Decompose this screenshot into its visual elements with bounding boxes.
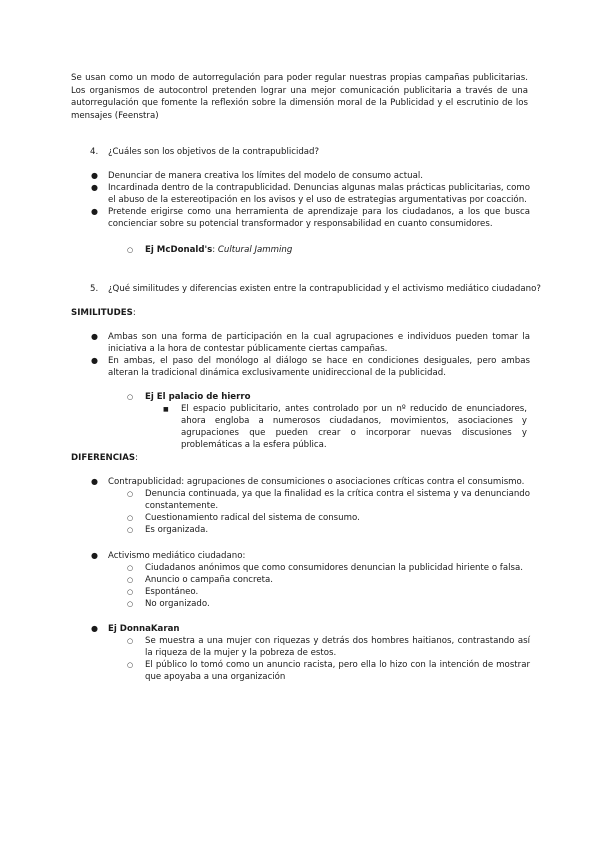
activismo-sublist	[127, 562, 530, 610]
contrapublicidad-sublist	[127, 488, 530, 536]
objectives-list	[90, 170, 530, 230]
circle-bullet-icon: ○	[127, 588, 134, 596]
donnakaran-sublist	[127, 635, 530, 683]
question-number: 5.	[90, 284, 99, 294]
similitudes-heading: SIMILITUDES:	[71, 308, 136, 318]
list-item: ● Incardinada dentro de la contrapublicidad. Denuncias algunas malas prácticas publicitarias, como el abuso de la estereotipación en los avisos y el uso de estrategias argumentativas por coacción.	[91, 183, 530, 205]
bullet-icon: ●	[91, 624, 98, 633]
bullet-icon: ●	[91, 183, 98, 192]
list-item: ○ Se muestra a una mujer con riquezas y detrás dos hombres haitianos, contrastando así la riqueza de la mujer y la pobreza de estos.	[127, 636, 530, 658]
list-item: ● En ambas, el paso del monólogo al diálogo se hace en condiciones desiguales, pero ambas alteran la tradicional dinámica exclusivamente unidireccional de la publicidad.	[91, 356, 530, 378]
bullet-icon: ●	[91, 551, 98, 560]
circle-bullet-icon: ○	[127, 637, 134, 645]
example-mcdonalds: ○ Ej McDonald's: Cultural Jamming	[127, 245, 293, 255]
bullet-icon: ●	[91, 332, 98, 341]
list-item: ○ No organizado.	[127, 599, 210, 609]
bullet-icon: ●	[91, 356, 98, 365]
list-item: ● Denunciar de manera creativa los límites del modelo de consumo actual.	[91, 171, 423, 181]
question-number: 4.	[90, 147, 99, 157]
list-item: ○ Cuestionamiento radical del sistema de consumo.	[127, 513, 360, 523]
intro-paragraph: Se usan como un modo de autorregulación para poder regular nuestras propias campañas publicitarias. Los organismos de autocontrol pretenden lograr una mejor comunicación publicitaria a través de una autorregulación que fomente la reflexión sobre la dimensión moral de la Publicidad y el escrutinio de los mensajes (Feenstra)	[71, 73, 528, 121]
list-item: ○ Ciudadanos anónimos que como consumidores denuncian la publicidad hiriente o falsa.	[127, 563, 523, 573]
list-item: ○ Espontáneo.	[127, 587, 199, 597]
circle-bullet-icon: ○	[127, 576, 134, 584]
bullet-icon: ●	[91, 207, 98, 216]
list-item: ○ Denuncia continuada, ya que la finalidad es la crítica contra el sistema y va denunciando constantemente.	[127, 489, 530, 511]
activismo-item: ● Activismo mediático ciudadano:	[91, 551, 246, 561]
question-text: ¿Cuáles son los objetivos de la contrapublicidad?	[108, 147, 320, 157]
example-palacio: ○ Ej El palacio de hierro	[127, 392, 251, 402]
list-item: ● Ambas son una forma de participación en la cual agrupaciones e individuos pueden tomar la iniciativa a la hora de contestar públicamente ciertas campañas.	[91, 332, 530, 354]
circle-bullet-icon: ○	[127, 246, 134, 254]
example-donnakaran: ● Ej DonnaKaran	[91, 624, 180, 634]
question-text: ¿Qué similitudes y diferencias existen entre la contrapublicidad y el activismo mediático ciudadano?	[108, 284, 541, 294]
diferencias-heading: DIFERENCIAS:	[71, 453, 139, 463]
list-item: ○ Es organizada.	[127, 525, 209, 535]
bullet-icon: ●	[91, 477, 98, 486]
list-item: ○ El público lo tomó como un anuncio racista, pero ella lo hizo con la intención de mostrar que apoyaba a una organización	[127, 660, 530, 682]
list-item: ○ Anuncio o campaña concreta.	[127, 575, 273, 585]
bullet-icon: ●	[91, 171, 98, 180]
circle-bullet-icon: ○	[127, 526, 134, 534]
square-bullet-icon: ■	[163, 406, 169, 413]
circle-bullet-icon: ○	[127, 661, 134, 669]
contrapublicidad-item: ● Contrapublicidad: agrupaciones de consumiciones o asociaciones críticas contra el consumismo.	[91, 477, 525, 487]
circle-bullet-icon: ○	[127, 393, 134, 401]
circle-bullet-icon: ○	[127, 600, 134, 608]
palacio-detail: ■ El espacio publicitario, antes controlado por un nº reducido de enunciadores, ahora engloba a numerosos ciudadanos, movimientos, asociaciones y agrupaciones que pueden crear o incorporar nuevas discusiones y problemáticas a la esfera pública.	[163, 404, 527, 450]
list-item: ● Pretende erigirse como una herramienta de aprendizaje para los ciudadanos, a los que busca concienciar sobre su potencial transformador y responsabilidad en cuanto consumidores.	[91, 207, 530, 229]
circle-bullet-icon: ○	[127, 564, 134, 572]
similitudes-list	[90, 331, 530, 379]
circle-bullet-icon: ○	[127, 514, 134, 522]
circle-bullet-icon: ○	[127, 490, 134, 498]
